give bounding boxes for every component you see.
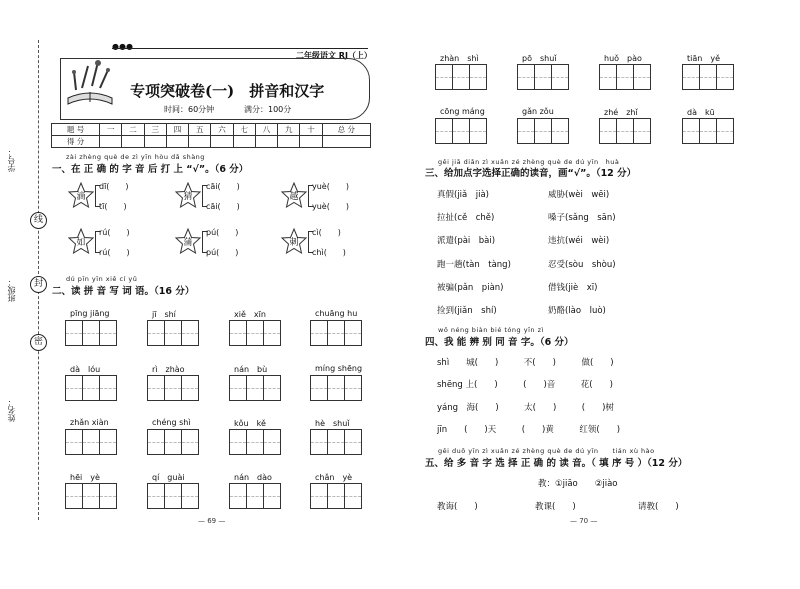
writing-cell[interactable] [344,320,362,346]
writing-cell[interactable] [517,64,535,90]
writing-box[interactable] [683,118,734,144]
writing-cell[interactable] [181,429,199,455]
time-info: 时间：60分钟 [164,105,215,114]
writing-cell[interactable] [246,375,264,401]
score-cell[interactable] [144,136,166,148]
score-cell[interactable] [300,136,322,148]
writing-cell[interactable] [181,483,199,509]
star-char: 越 [289,192,299,202]
word-pinyin: hēi yè [70,473,100,482]
writing-cell[interactable] [327,320,345,346]
header-rule [112,48,368,49]
score-cell[interactable] [211,136,233,148]
seal-xian: 线 [30,212,47,229]
binding-sidebar [0,40,44,520]
writing-box[interactable] [311,320,362,346]
table-cell: 总 分 [322,124,370,136]
option-b[interactable]: chì( ) [312,248,346,257]
writing-cell[interactable] [699,118,717,144]
score-cell[interactable] [322,136,370,148]
writing-cell[interactable] [452,64,470,90]
word-pinyin: nán dào [234,473,272,482]
word-pinyin: dà kū [687,108,715,117]
option-b[interactable]: pú( ) [206,248,239,257]
score-cell[interactable] [278,136,300,148]
word-pinyin: kǒu kě [234,419,266,428]
word-pinyin: xiě xīn [234,310,266,319]
writing-cell[interactable] [344,483,362,509]
star-char-icon [175,182,201,208]
writing-cell[interactable] [469,118,487,144]
q4-line[interactable]: shēng 上( ) ( )音 花( ) [437,380,613,390]
table-cell: 五 [189,124,211,136]
word-pinyin: chuāng hu [315,309,358,318]
star-char-icon [68,182,94,208]
table-cell: 九 [278,124,300,136]
star-char: 滴 [76,192,86,202]
writing-cell[interactable] [599,118,617,144]
option-a[interactable]: yuè( ) [312,182,349,191]
score-table [51,123,371,148]
word-pinyin: chǎn yè [315,473,353,482]
writing-cell[interactable] [263,483,281,509]
writing-cell[interactable] [310,483,328,509]
word-pinyin: tiān yě [687,54,720,63]
word-pinyin: zhàn shì [440,54,479,63]
writing-cell[interactable] [310,429,328,455]
q3-option[interactable]: 借钱(jiè xī) [548,283,598,293]
option-a[interactable]: cāi( ) [206,182,240,191]
option-a[interactable]: dī( ) [99,182,129,191]
class-label: 班级： [7,278,16,302]
q3-option[interactable]: 捡到(jiǎn shí) [437,306,497,316]
page-title: 专项突破卷(一) 拼音和汉字 [130,82,325,100]
writing-cell[interactable] [616,118,634,144]
seal-mi: 密 [30,334,47,351]
writing-cell[interactable] [682,64,700,90]
writing-cell[interactable] [344,429,362,455]
score-cell[interactable] [189,136,211,148]
option-b[interactable]: tī( ) [99,202,127,211]
header-dots: ●●● [112,42,133,51]
writing-cell[interactable] [435,64,453,90]
option-b[interactable]: rú( ) [99,248,130,257]
writing-cell[interactable] [147,375,165,401]
score-cell[interactable] [255,136,277,148]
writing-cell[interactable] [310,320,328,346]
score-cell[interactable] [166,136,188,148]
writing-cell[interactable] [82,320,100,346]
writing-cell[interactable] [716,118,734,144]
writing-cell[interactable] [164,483,182,509]
writing-cell[interactable] [99,375,117,401]
writing-cell[interactable] [263,429,281,455]
q5-heading: 五、给 多 音 字 选 择 正 确 的 读 音。（ 填 序 号 ）（12 分） [425,458,688,469]
writing-box[interactable] [148,320,199,346]
word-pinyin: pō shuǐ [522,54,557,63]
writing-box[interactable] [66,320,117,346]
word-pinyin: pīng jiāng [70,309,110,318]
q3-option[interactable]: 违抗(wéi wèi) [548,236,610,246]
option-b[interactable]: yuè( ) [312,202,349,211]
writing-cell[interactable] [469,64,487,90]
word-pinyin: míng shēng [315,364,363,373]
writing-box[interactable] [66,429,117,455]
q3-option[interactable]: 派遣(pài bài) [437,236,496,246]
writing-box[interactable] [66,483,117,509]
writing-box[interactable] [436,118,487,144]
writing-cell[interactable] [246,429,264,455]
table-cell: 七 [233,124,255,136]
grade-tag: 二年级语文 RJ（上） [296,51,372,60]
word-pinyin: jī shí [152,310,176,319]
writing-cell[interactable] [99,483,117,509]
writing-cell[interactable] [633,64,651,90]
option-a[interactable]: cì( ) [312,228,341,237]
score-cell[interactable] [122,136,144,148]
table-cell: 三 [144,124,166,136]
writing-cell[interactable] [716,64,734,90]
score-cell[interactable] [100,136,122,148]
seal-feng: 封 [30,276,47,293]
word-pinyin: cōng máng [440,107,485,116]
q5-item[interactable]: 教课( ) [535,502,576,512]
word-pinyin: zhǎn xiàn [70,418,109,427]
writing-cell[interactable] [551,118,569,144]
writing-cell[interactable] [534,118,552,144]
writing-cell[interactable] [616,64,634,90]
q3-option[interactable]: 忍受(sòu shòu) [548,260,616,270]
writing-cell[interactable] [435,118,453,144]
table-cell: 六 [211,124,233,136]
writing-box[interactable] [148,429,199,455]
writing-cell[interactable] [82,429,100,455]
star-char-icon [281,228,307,254]
star-char: 猜 [183,192,193,202]
page-number-left: — 69 — [198,517,226,525]
writing-cell[interactable] [327,483,345,509]
option-a[interactable]: pú( ) [206,228,239,237]
word-pinyin: chéng shì [152,418,191,427]
writing-cell[interactable] [327,429,345,455]
writing-cell[interactable] [599,64,617,90]
writing-cell[interactable] [65,320,83,346]
q2-heading: 二、读 拼 音 写 词 语。（16 分） [52,286,195,297]
writing-cell[interactable] [229,375,247,401]
writing-cell[interactable] [246,320,264,346]
writing-box[interactable] [436,64,487,90]
writing-cell[interactable] [534,64,552,90]
table-cell: 题 号 [52,124,100,136]
writing-cell[interactable] [82,375,100,401]
writing-cell[interactable] [99,429,117,455]
writing-cell[interactable] [327,375,345,401]
writing-cell[interactable] [147,320,165,346]
q5-item[interactable]: 请教( ) [638,502,679,512]
writing-cell[interactable] [310,375,328,401]
q3-option[interactable]: 嗓子(sǎng sān) [548,213,616,223]
writing-cell[interactable] [164,320,182,346]
writing-box[interactable] [66,375,117,401]
table-cell: 八 [255,124,277,136]
q4-heading: 四、我 能 辨 别 同 音 字。（6 分） [425,337,574,348]
writing-cell[interactable] [452,118,470,144]
writing-cell[interactable] [164,429,182,455]
q3-option[interactable]: 奶酪(lào luò) [548,306,606,316]
name-label: 姓名： [7,398,16,422]
writing-cell[interactable] [344,375,362,401]
star-char-icon [175,228,201,254]
option-a[interactable]: rú( ) [99,228,130,237]
q3-option[interactable]: 被骗(pǎn piàn) [437,283,504,293]
star-char-icon [281,182,307,208]
score-cell[interactable] [233,136,255,148]
writing-cell[interactable] [682,118,700,144]
writing-cell[interactable] [263,375,281,401]
writing-box[interactable] [311,483,362,509]
table-cell: 二 [122,124,144,136]
word-pinyin: hè shuǐ [315,419,350,428]
q4-line[interactable]: jīn ( )天 ( )黄 红领( ) [437,425,621,435]
table-cell: 得 分 [52,136,100,148]
writing-cell[interactable] [147,429,165,455]
word-pinyin: zhé zhǐ [604,108,638,117]
score-table-header-row [52,124,371,136]
book-illustration-icon [62,58,118,112]
writing-box[interactable] [683,64,734,90]
student-no-label: 学号： [7,148,16,172]
q3-option[interactable]: 威胁(wèi wēi) [548,190,610,200]
star-char: 如 [76,238,86,248]
writing-box[interactable] [518,64,569,90]
writing-box[interactable] [600,118,651,144]
writing-cell[interactable] [263,320,281,346]
writing-cell[interactable] [229,320,247,346]
writing-cell[interactable] [633,118,651,144]
word-pinyin: gǎn zǒu [522,107,554,116]
q1-pinyin: zài zhèng què de zì yīn hòu dǎ shàng [66,153,205,161]
writing-box[interactable] [148,375,199,401]
q3-option[interactable]: 跑一趟(tàn tàng) [437,260,511,270]
writing-cell[interactable] [517,118,535,144]
q3-heading: 三、给加点字选择正确的读音，画“√”。（12 分） [425,168,637,179]
q3-option[interactable]: 真假(jiǎ jià) [437,190,489,200]
writing-cell[interactable] [65,483,83,509]
writing-cell[interactable] [699,64,717,90]
score-table-score-row [52,136,371,148]
writing-cell[interactable] [181,320,199,346]
q4-pinyin: wǒ néng biàn bié tóng yīn zì [438,326,544,334]
word-pinyin: nán bù [234,365,268,374]
word-pinyin: rì zhào [152,365,185,374]
writing-cell[interactable] [246,483,264,509]
q1-heading: 一、在 正 确 的 字 音 后 打 上 “√”。（6 分） [52,164,249,175]
score-info: 满分：100分 [244,105,292,114]
writing-box[interactable] [148,483,199,509]
writing-cell[interactable] [229,483,247,509]
word-pinyin: huǒ pào [604,54,642,63]
word-pinyin: qí guài [152,473,185,482]
q5-item[interactable]: 教诲( ) [437,502,478,512]
option-b[interactable]: cāi( ) [206,202,240,211]
star-char-icon [68,228,94,254]
q4-line[interactable]: shì 城( ) 不( ) 做( ) [437,358,614,368]
writing-cell[interactable] [65,429,83,455]
table-cell: 四 [166,124,188,136]
star-char: 蒲 [183,238,193,248]
writing-cell[interactable] [82,483,100,509]
writing-box[interactable] [518,118,569,144]
writing-box[interactable] [311,375,362,401]
q2-pinyin: dú pīn yīn xiě cí yǔ [66,275,138,283]
writing-cell[interactable] [164,375,182,401]
writing-cell[interactable] [551,64,569,90]
page-number-right: — 70 — [570,517,598,525]
writing-cell[interactable] [229,429,247,455]
q3-pinyin: gěi jiā diǎn zì xuǎn zé zhèng què de dú yīn huà [438,158,620,166]
writing-cell[interactable] [99,320,117,346]
writing-cell[interactable] [181,375,199,401]
writing-box[interactable] [230,429,281,455]
q5-sub: 教：①jiāo ②jiào [538,479,618,489]
writing-box[interactable] [230,320,281,346]
star-char: 刺 [289,238,299,248]
writing-box[interactable] [230,375,281,401]
writing-box[interactable] [230,483,281,509]
writing-cell[interactable] [65,375,83,401]
q5-pinyin: gěi duō yīn zì xuǎn zé zhèng què de dú yīn tián xù hào [438,447,655,455]
table-cell: 一 [100,124,122,136]
writing-cell[interactable] [147,483,165,509]
q4-line[interactable]: yáng 海( ) 太( ) ( )树 [437,403,614,413]
writing-box[interactable] [600,64,651,90]
writing-box[interactable] [311,429,362,455]
word-pinyin: dà lóu [70,365,101,374]
q3-option[interactable]: 拉扯(cě chě) [437,213,495,223]
table-cell: 十 [300,124,322,136]
